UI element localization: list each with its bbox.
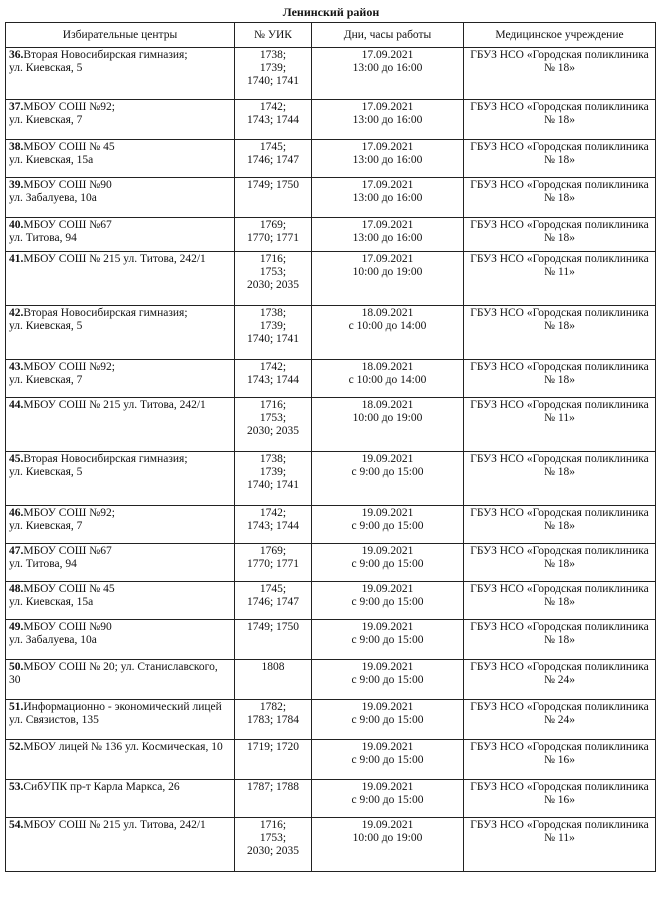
center-line: 30 — [9, 674, 21, 686]
uik-line: 1739; — [259, 62, 287, 74]
clinic-cell — [464, 700, 656, 740]
schedule-line: с 9:00 до 15:00 — [351, 596, 424, 608]
clinic-line: ГБУЗ НСО «Городская поликлиника — [470, 507, 649, 519]
center-cell — [6, 780, 235, 818]
schedule-line: с 9:00 до 15:00 — [351, 520, 424, 532]
uik-line: 1769; — [259, 219, 287, 231]
uik-cell — [235, 700, 312, 740]
schedule-line: 13:00 до 16:00 — [352, 192, 423, 204]
uik-line: 1743; 1744 — [246, 520, 300, 532]
schedule-cell — [312, 218, 464, 252]
uik-cell — [235, 178, 312, 218]
uik-line: 1745; — [259, 141, 287, 153]
row-number: 47. — [9, 545, 24, 557]
schedule-cell — [312, 398, 464, 452]
row-number: 46. — [9, 507, 24, 519]
schedule-line: 19.09.2021 — [361, 453, 414, 465]
row-number: 40. — [9, 219, 24, 231]
center-cell — [6, 306, 235, 360]
schedule-cell — [312, 700, 464, 740]
clinic-line: № 18» — [543, 192, 576, 204]
row-number: 41. — [9, 253, 24, 265]
table-row — [6, 740, 656, 780]
clinic-cell — [464, 360, 656, 398]
center-cell — [6, 452, 235, 506]
schedule-line: с 9:00 до 15:00 — [351, 634, 424, 646]
clinic-cell — [464, 100, 656, 140]
header-centers: Избирательные центры — [6, 23, 235, 48]
center-line: ул. Забалуева, 10а — [9, 634, 97, 646]
uik-cell — [235, 780, 312, 818]
table-row — [6, 100, 656, 140]
uik-cell — [235, 544, 312, 582]
uik-cell — [235, 218, 312, 252]
center-line: 47.МБОУ СОШ №67 — [9, 545, 112, 557]
table-row — [6, 306, 656, 360]
row-number: 42. — [9, 307, 24, 319]
uik-line: 1742; — [259, 101, 287, 113]
clinic-line: № 18» — [543, 466, 576, 478]
uik-line: 1753; — [259, 412, 287, 424]
schedule-line: 13:00 до 16:00 — [352, 232, 423, 244]
row-number: 54. — [9, 819, 24, 831]
uik-line: 1745; — [259, 583, 287, 595]
schedule-line: с 9:00 до 15:00 — [351, 754, 424, 766]
uik-cell — [235, 506, 312, 544]
table-header-row — [6, 23, 656, 48]
uik-line: 1770; 1771 — [246, 232, 300, 244]
schedule-cell — [312, 452, 464, 506]
clinic-cell — [464, 218, 656, 252]
clinic-line: ГБУЗ НСО «Городская поликлиника — [470, 101, 649, 113]
clinic-line: ГБУЗ НСО «Городская поликлиника — [470, 819, 649, 831]
uik-line: 2030; 2035 — [246, 845, 300, 857]
center-line: 41.МБОУ СОШ № 215 ул. Титова, 242/1 — [9, 253, 206, 265]
center-line: ул. Киевская, 5 — [9, 466, 83, 478]
clinic-line: ГБУЗ НСО «Городская поликлиника — [470, 141, 649, 153]
table-row — [6, 506, 656, 544]
uik-line: 1749; 1750 — [246, 621, 300, 633]
row-number: 51. — [9, 701, 24, 713]
uik-line: 1716; — [259, 399, 287, 411]
uik-line: 1716; — [259, 253, 287, 265]
uik-line: 1739; — [259, 466, 287, 478]
uik-line: 1716; — [259, 819, 287, 831]
center-line: ул. Забалуева, 10а — [9, 192, 97, 204]
clinic-line: № 11» — [544, 412, 575, 424]
schedule-line: 10:00 до 19:00 — [352, 266, 423, 278]
clinic-line: № 18» — [543, 634, 576, 646]
clinic-line: № 18» — [543, 154, 576, 166]
uik-cell — [235, 306, 312, 360]
schedule-line: 19.09.2021 — [361, 661, 414, 673]
schedule-line: 19.09.2021 — [361, 741, 414, 753]
schedule-line: 17.09.2021 — [361, 253, 414, 265]
uik-cell — [235, 252, 312, 306]
schedule-line: 17.09.2021 — [361, 179, 414, 191]
center-cell — [6, 48, 235, 100]
schedule-cell — [312, 544, 464, 582]
schedule-line: с 9:00 до 15:00 — [351, 714, 424, 726]
clinic-line: ГБУЗ НСО «Городская поликлиника — [470, 361, 649, 373]
center-line: 48.МБОУ СОШ № 45 — [9, 583, 115, 595]
clinic-line: ГБУЗ НСО «Городская поликлиника — [470, 621, 649, 633]
clinic-cell — [464, 544, 656, 582]
clinic-line: № 24» — [543, 714, 576, 726]
clinic-line: ГБУЗ НСО «Городская поликлиника — [470, 179, 649, 191]
schedule-line: 19.09.2021 — [361, 545, 414, 557]
clinic-cell — [464, 582, 656, 620]
row-number: 38. — [9, 141, 24, 153]
row-number: 36. — [9, 49, 24, 61]
center-line: ул. Связистов, 135 — [9, 714, 99, 726]
clinic-cell — [464, 780, 656, 818]
uik-cell — [235, 582, 312, 620]
clinic-line: ГБУЗ НСО «Городская поликлиника — [470, 453, 649, 465]
center-line: 50.МБОУ СОШ № 20; ул. Станиславского, — [9, 661, 218, 673]
uik-line: 1740; 1741 — [246, 333, 300, 345]
center-cell — [6, 700, 235, 740]
clinic-line: ГБУЗ НСО «Городская поликлиника — [470, 781, 649, 793]
schedule-line: 13:00 до 16:00 — [352, 154, 423, 166]
center-cell — [6, 178, 235, 218]
center-cell — [6, 218, 235, 252]
center-line: 37.МБОУ СОШ №92; — [9, 101, 115, 113]
page-title: Ленинский район — [282, 5, 380, 19]
header-schedule: Дни, часы работы — [312, 23, 464, 48]
uik-line: 1783; 1784 — [246, 714, 300, 726]
row-number: 50. — [9, 661, 24, 673]
center-line: 39.МБОУ СОШ №90 — [9, 179, 112, 191]
uik-line: 1753; — [259, 266, 287, 278]
uik-cell — [235, 398, 312, 452]
schedule-line: с 9:00 до 15:00 — [351, 558, 424, 570]
table-row — [6, 660, 656, 700]
schedule-cell — [312, 660, 464, 700]
row-number: 39. — [9, 179, 24, 191]
schedule-line: 17.09.2021 — [361, 141, 414, 153]
center-cell — [6, 582, 235, 620]
table-row — [6, 582, 656, 620]
uik-cell — [235, 100, 312, 140]
clinic-line: № 18» — [543, 520, 576, 532]
center-cell — [6, 140, 235, 178]
uik-line: 1770; 1771 — [246, 558, 300, 570]
table-row — [6, 48, 656, 100]
clinic-cell — [464, 620, 656, 660]
clinic-line: ГБУЗ НСО «Городская поликлиника — [470, 49, 649, 61]
schedule-line: 19.09.2021 — [361, 621, 414, 633]
center-line: ул. Киевская, 15а — [9, 596, 94, 608]
schedule-cell — [312, 780, 464, 818]
uik-cell — [235, 818, 312, 872]
schedule-line: 19.09.2021 — [361, 701, 414, 713]
clinic-line: № 11» — [544, 266, 575, 278]
uik-line: 1742; — [259, 507, 287, 519]
clinic-line: ГБУЗ НСО «Городская поликлиника — [470, 661, 649, 673]
row-number: 37. — [9, 101, 24, 113]
table-body — [6, 48, 656, 872]
clinic-cell — [464, 306, 656, 360]
center-line: 36.Вторая Новосибирская гимназия; — [9, 49, 188, 61]
uik-cell — [235, 452, 312, 506]
uik-line: 2030; 2035 — [246, 425, 300, 437]
clinic-cell — [464, 178, 656, 218]
center-line: 54.МБОУ СОШ № 215 ул. Титова, 242/1 — [9, 819, 206, 831]
uik-cell — [235, 140, 312, 178]
center-line: 46.МБОУ СОШ №92; — [9, 507, 115, 519]
table-row — [6, 818, 656, 872]
schedule-cell — [312, 306, 464, 360]
schedule-cell — [312, 506, 464, 544]
row-number: 53. — [9, 781, 24, 793]
clinic-cell — [464, 660, 656, 700]
uik-line: 2030; 2035 — [246, 279, 300, 291]
clinic-line: ГБУЗ НСО «Городская поликлиника — [470, 583, 649, 595]
clinic-line: ГБУЗ НСО «Городская поликлиника — [470, 219, 649, 231]
center-cell — [6, 660, 235, 700]
schedule-cell — [312, 620, 464, 660]
center-cell — [6, 398, 235, 452]
clinic-line: ГБУЗ НСО «Городская поликлиника — [470, 545, 649, 557]
uik-line: 1749; 1750 — [246, 179, 300, 191]
clinic-line: № 18» — [543, 374, 576, 386]
header-uik: № УИК — [235, 23, 312, 48]
uik-line: 1738; — [259, 307, 287, 319]
table-row — [6, 780, 656, 818]
uik-line: 1746; 1747 — [246, 154, 300, 166]
center-line: 43.МБОУ СОШ №92; — [9, 361, 115, 373]
uik-line: 1742; — [259, 361, 287, 373]
schedule-line: 17.09.2021 — [361, 49, 414, 61]
clinic-line: № 18» — [543, 232, 576, 244]
row-number: 43. — [9, 361, 24, 373]
schedule-cell — [312, 140, 464, 178]
center-line: 44.МБОУ СОШ № 215 ул. Титова, 242/1 — [9, 399, 206, 411]
vaccination-schedule-table — [5, 22, 656, 872]
schedule-line: 13:00 до 16:00 — [352, 62, 423, 74]
clinic-cell — [464, 48, 656, 100]
clinic-line: № 24» — [543, 674, 576, 686]
uik-line: 1769; — [259, 545, 287, 557]
center-line: ул. Киевская, 15а — [9, 154, 94, 166]
uik-cell — [235, 660, 312, 700]
clinic-line: № 11» — [544, 832, 575, 844]
clinic-cell — [464, 740, 656, 780]
center-cell — [6, 818, 235, 872]
uik-line: 1739; — [259, 320, 287, 332]
schedule-line: 18.09.2021 — [361, 307, 414, 319]
center-line: 52.МБОУ лицей № 136 ул. Космическая, 10 — [9, 741, 223, 753]
schedule-line: 10:00 до 19:00 — [352, 412, 423, 424]
uik-line: 1787; 1788 — [246, 781, 300, 793]
schedule-line: 19.09.2021 — [361, 507, 414, 519]
center-line: 40.МБОУ СОШ №67 — [9, 219, 112, 231]
clinic-line: ГБУЗ НСО «Городская поликлиника — [470, 253, 649, 265]
schedule-line: 19.09.2021 — [361, 781, 414, 793]
center-cell — [6, 360, 235, 398]
schedule-line: с 9:00 до 15:00 — [351, 674, 424, 686]
schedule-line: 19.09.2021 — [361, 819, 414, 831]
center-line: 51.Информационно - экономический лицей — [9, 701, 222, 713]
schedule-line: 17.09.2021 — [361, 219, 414, 231]
table-row — [6, 360, 656, 398]
schedule-cell — [312, 178, 464, 218]
schedule-line: 19.09.2021 — [361, 583, 414, 595]
row-number: 45. — [9, 453, 24, 465]
center-line: ул. Киевская, 7 — [9, 114, 83, 126]
schedule-cell — [312, 48, 464, 100]
table-row — [6, 452, 656, 506]
center-cell — [6, 544, 235, 582]
header-clinic: Медицинское учреждение — [464, 23, 656, 48]
center-line: ул. Киевская, 7 — [9, 520, 83, 532]
schedule-line: 17.09.2021 — [361, 101, 414, 113]
uik-cell — [235, 740, 312, 780]
table-row — [6, 700, 656, 740]
table-row — [6, 544, 656, 582]
clinic-cell — [464, 452, 656, 506]
uik-line: 1738; — [259, 49, 287, 61]
clinic-line: ГБУЗ НСО «Городская поликлиника — [470, 399, 649, 411]
center-line: ул. Титова, 94 — [9, 232, 77, 244]
table-row — [6, 178, 656, 218]
uik-line: 1743; 1744 — [246, 374, 300, 386]
schedule-line: с 10:00 до 14:00 — [348, 320, 427, 332]
row-number: 49. — [9, 621, 24, 633]
clinic-line: ГБУЗ НСО «Городская поликлиника — [470, 307, 649, 319]
schedule-cell — [312, 582, 464, 620]
table-row — [6, 620, 656, 660]
uik-cell — [235, 620, 312, 660]
schedule-line: с 10:00 до 14:00 — [348, 374, 427, 386]
table-row — [6, 140, 656, 178]
center-line: ул. Киевская, 5 — [9, 320, 83, 332]
table-row — [6, 218, 656, 252]
clinic-cell — [464, 140, 656, 178]
center-line: 38.МБОУ СОШ № 45 — [9, 141, 115, 153]
center-line: 45.Вторая Новосибирская гимназия; — [9, 453, 188, 465]
row-number: 48. — [9, 583, 24, 595]
clinic-line: № 16» — [543, 754, 576, 766]
clinic-line: № 18» — [543, 114, 576, 126]
clinic-line: № 18» — [543, 596, 576, 608]
clinic-line: ГБУЗ НСО «Городская поликлиника — [470, 701, 649, 713]
schedule-line: 13:00 до 16:00 — [352, 114, 423, 126]
center-line: ул. Киевская, 5 — [9, 62, 83, 74]
center-cell — [6, 620, 235, 660]
uik-line: 1782; — [259, 701, 287, 713]
clinic-line: № 18» — [543, 320, 576, 332]
clinic-line: № 18» — [543, 62, 576, 74]
schedule-cell — [312, 360, 464, 398]
schedule-cell — [312, 252, 464, 306]
row-number: 44. — [9, 399, 24, 411]
center-line: 49.МБОУ СОШ №90 — [9, 621, 112, 633]
clinic-cell — [464, 398, 656, 452]
schedule-cell — [312, 818, 464, 872]
schedule-line: 18.09.2021 — [361, 399, 414, 411]
table-row — [6, 398, 656, 452]
uik-line: 1746; 1747 — [246, 596, 300, 608]
clinic-line: ГБУЗ НСО «Городская поликлиника — [470, 741, 649, 753]
center-cell — [6, 252, 235, 306]
schedule-line: 18.09.2021 — [361, 361, 414, 373]
clinic-line: № 16» — [543, 794, 576, 806]
schedule-cell — [312, 100, 464, 140]
clinic-cell — [464, 506, 656, 544]
row-number: 52. — [9, 741, 24, 753]
schedule-cell — [312, 740, 464, 780]
schedule-line: с 9:00 до 15:00 — [351, 466, 424, 478]
uik-line: 1743; 1744 — [246, 114, 300, 126]
schedule-line: 10:00 до 19:00 — [352, 832, 423, 844]
center-cell — [6, 506, 235, 544]
center-line: ул. Титова, 94 — [9, 558, 77, 570]
center-line: ул. Киевская, 7 — [9, 374, 83, 386]
uik-line: 1738; — [259, 453, 287, 465]
uik-cell — [235, 360, 312, 398]
uik-line: 1719; 1720 — [246, 741, 300, 753]
clinic-line: № 18» — [543, 558, 576, 570]
uik-line: 1740; 1741 — [246, 75, 300, 87]
clinic-cell — [464, 818, 656, 872]
uik-line: 1753; — [259, 832, 287, 844]
center-line: 42.Вторая Новосибирская гимназия; — [9, 307, 188, 319]
table-row — [6, 252, 656, 306]
schedule-line: с 9:00 до 15:00 — [351, 794, 424, 806]
uik-line: 1808 — [261, 661, 285, 673]
clinic-cell — [464, 252, 656, 306]
center-line: 53.СибУПК пр-т Карла Маркса, 26 — [9, 781, 180, 793]
uik-line: 1740; 1741 — [246, 479, 300, 491]
center-cell — [6, 100, 235, 140]
uik-cell — [235, 48, 312, 100]
center-cell — [6, 740, 235, 780]
